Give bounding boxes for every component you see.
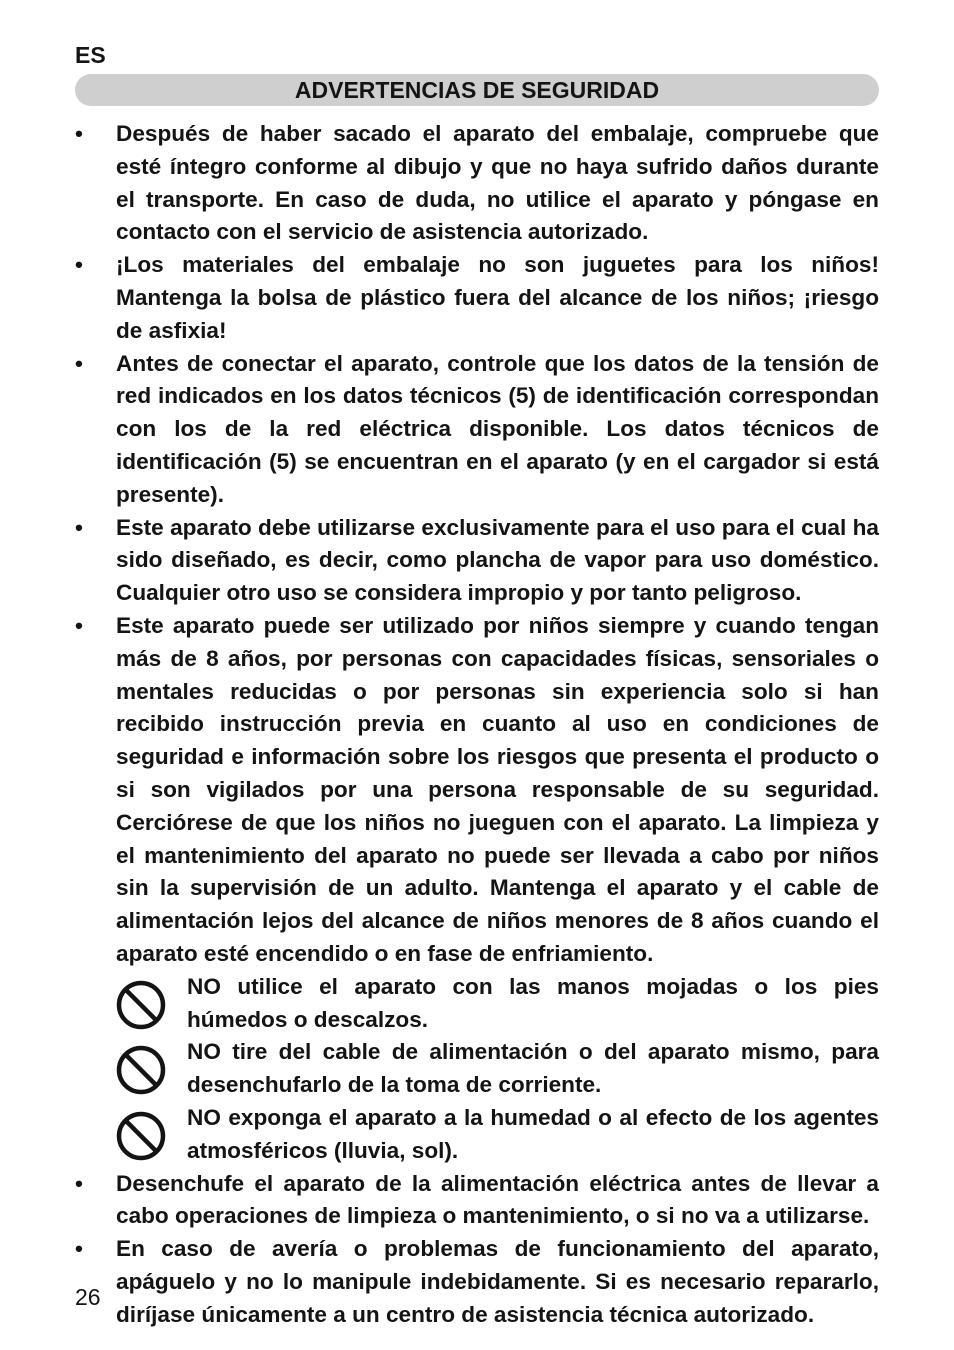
prohibition-icon bbox=[115, 1044, 167, 1096]
prohibition-icon bbox=[115, 1110, 167, 1162]
prohibition-text: NO exponga el aparato a la humedad o al efecto de los agentes atmosféricos (lluvia, sol). bbox=[187, 1104, 879, 1163]
list-item bbox=[75, 1168, 879, 1234]
section-title: ADVERTENCIAS DE SEGURIDAD bbox=[75, 74, 879, 106]
prohibition-item bbox=[75, 971, 879, 1037]
list-item bbox=[75, 1233, 879, 1331]
list-item-text: Desenchufe el aparato de la alimentación eléctrica antes de llevar a cabo operaciones de limpieza o mantenimiento, o si no va a utilizarse. bbox=[116, 1170, 879, 1229]
list-item-text: En caso de avería o problemas de funcionamiento del aparato, apáguelo y no lo manipule indebidamente. Si es necesario repararlo, diríjase únicamente a un centro de asistencia técnica autorizado. bbox=[116, 1236, 879, 1327]
prohibition-text: NO tire del cable de alimentación o del aparato mismo, para desenchufarlo de la toma de corriente. bbox=[187, 1039, 879, 1098]
language-code: ES bbox=[75, 42, 106, 68]
page-number: 26 bbox=[75, 1284, 101, 1310]
safety-warnings bbox=[75, 118, 879, 1331]
prohibition-icon bbox=[115, 979, 167, 1031]
list-item-text: Después de haber sacado el aparato del embalaje, compruebe que esté íntegro conforme al dibujo y que no haya sufrido daños durante el transporte. En caso de duda, no utilice el aparato y póngase en contacto con el servicio de asistencia autorizado. bbox=[116, 121, 879, 245]
list-item-text: Este aparato puede ser utilizado por niños siempre y cuando tengan más de 8 años, por personas con capacidades físicas, sensoriales o mentales reducidas o por personas sin experiencia solo si han recibido instrucción previa en cuanto al uso en condiciones de seguridad e información sobre los riesgos que presenta el producto o si son vigilados por una persona responsable de su seguridad. Cerciórese de que los niños no jueguen con el aparato. La limpieza y el mantenimiento del aparato no puede ser llevada a cabo por niños sin la supervisión de un adulto. Mantenga el aparato y el cable de alimentación lejos del alcance de niños menores de 8 años cuando el aparato esté encendido o en fase de enfriamiento. bbox=[116, 612, 879, 966]
prohibition-item bbox=[75, 1036, 879, 1102]
bullet: • bbox=[75, 1236, 83, 1262]
list-item bbox=[75, 348, 879, 512]
list-item bbox=[75, 610, 879, 971]
bullet: • bbox=[75, 121, 83, 146]
bullet: • bbox=[75, 1170, 83, 1196]
prohibition-item bbox=[75, 1102, 879, 1168]
list-item bbox=[75, 249, 879, 347]
prohibition-text: NO utilice el aparato con las manos mojadas o los pies húmedos o descalzos. bbox=[187, 973, 879, 1032]
list-item bbox=[75, 512, 879, 610]
bullet: • bbox=[75, 612, 83, 638]
list-item-text: Antes de conectar el aparato, controle que los datos de la tensión de red indicados en los datos técnicos (5) de identificación correspondan con los de la red eléctrica disponible. Los datos técnicos de identificación (5) se encuentran en el aparato (y en el cargador si está presente). bbox=[116, 350, 879, 507]
list-item bbox=[75, 118, 879, 249]
bullet: • bbox=[75, 350, 83, 376]
bullet: • bbox=[75, 514, 83, 540]
list-item-text: Este aparato debe utilizarse exclusivamente para el uso para el cual ha sido diseñado, es decir, como plancha de vapor para uso doméstico. Cualquier otro uso se considera impropio y por tanto peligroso. bbox=[116, 514, 879, 606]
bullet: • bbox=[75, 252, 83, 278]
list-item-text: ¡Los materiales del embalaje no son juguetes para los niños! Mantenga la bolsa de plástico fuera del alcance de los niños; ¡riesgo de asfixia! bbox=[116, 252, 879, 343]
